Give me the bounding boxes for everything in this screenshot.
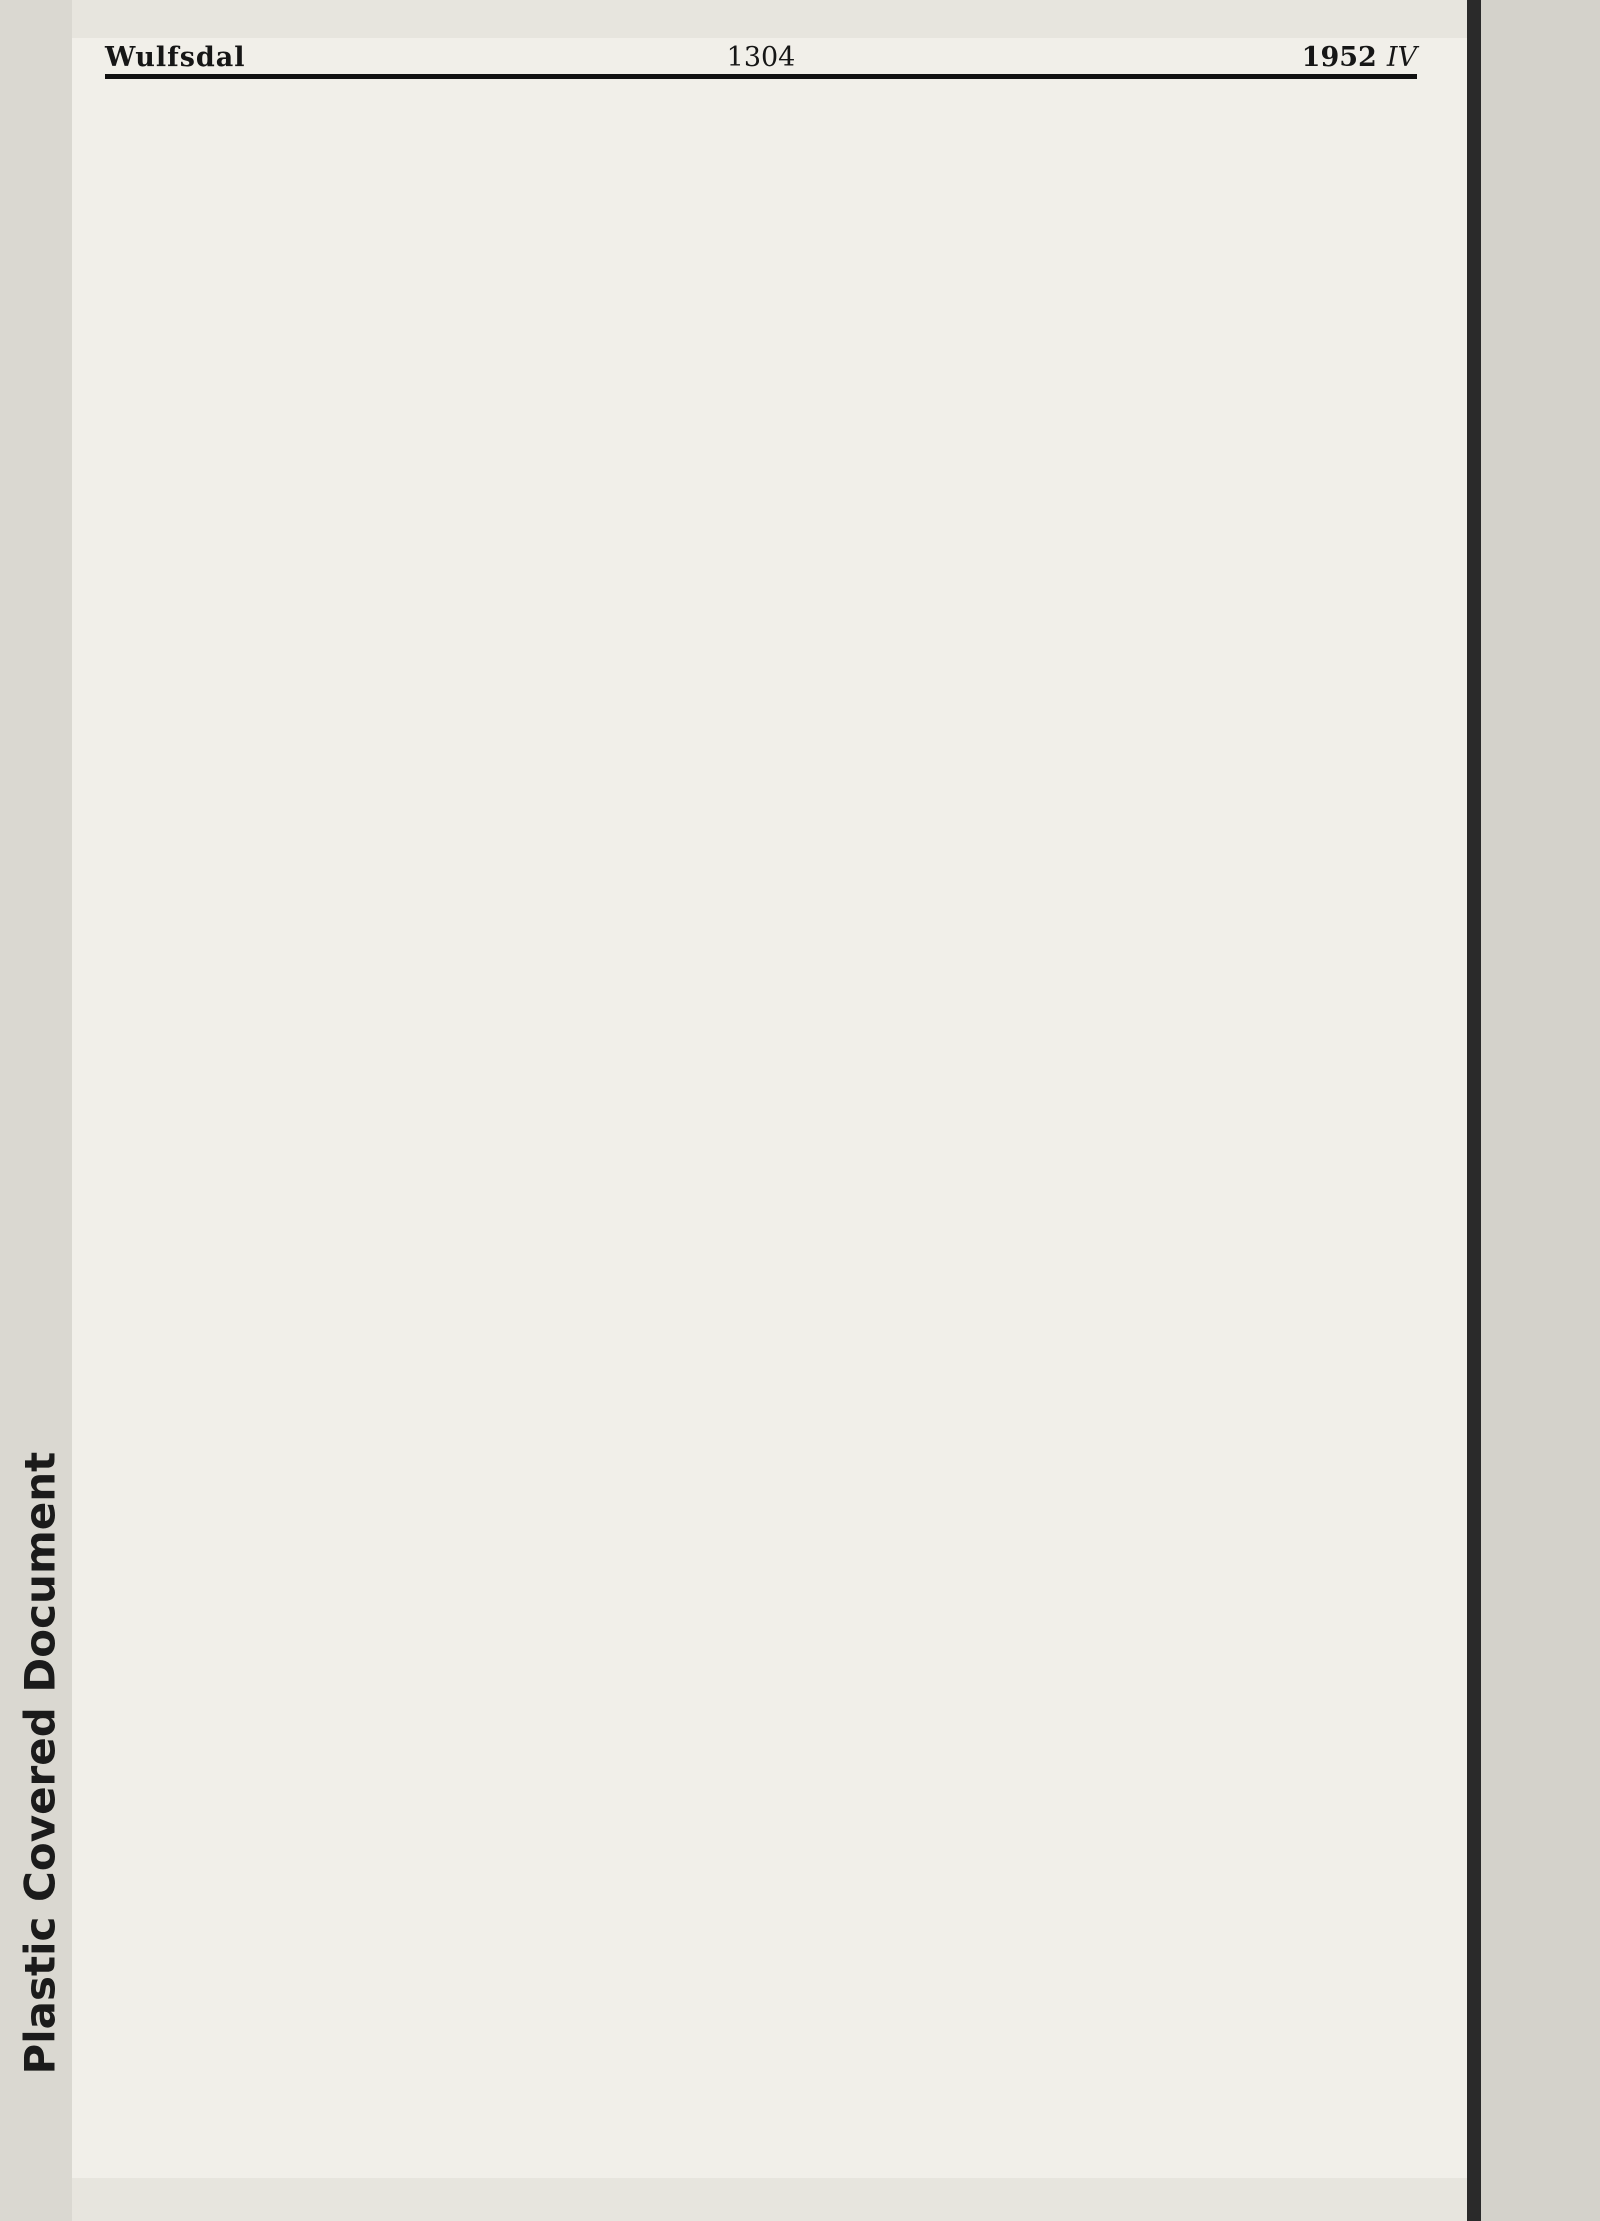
left-margin-strip <box>0 0 72 2221</box>
adjacent-page-strip <box>1467 0 1600 2221</box>
header-street-range: Wulfsdal <box>105 42 246 73</box>
sidebar-label: Plastic Covered Document <box>15 1451 65 2075</box>
header-page-number: 1304 <box>726 42 796 73</box>
directory-page <box>72 38 1467 2178</box>
page-gutter <box>1467 0 1481 2221</box>
header-volume: IV <box>1386 42 1417 73</box>
header-rule <box>105 74 1417 79</box>
header-year: 1952 <box>1301 42 1377 73</box>
header-year-volume <box>1302 42 1417 73</box>
